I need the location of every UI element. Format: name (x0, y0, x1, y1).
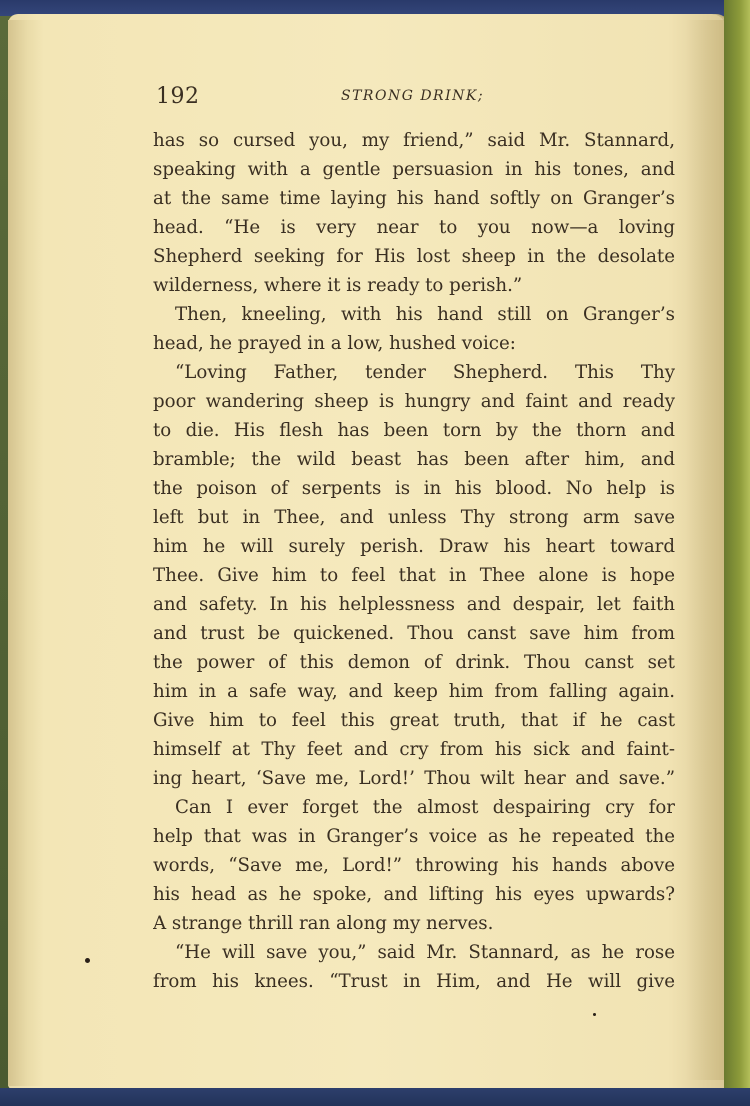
text-line: and trust be quickened. Thou canst save him from (153, 623, 675, 644)
text-line: him he will surely perish. Draw his heart toward (153, 536, 675, 557)
text-line: the power of this demon of drink. Thou canst set (153, 652, 675, 673)
text-line: wilderness, where it is ready to perish.” (153, 275, 523, 296)
text-line: help that was in Granger’s voice as he repeated the (153, 826, 675, 847)
ink-speck (85, 958, 90, 963)
page-body (153, 126, 675, 996)
text-line: Give him to feel this great truth, that if he cast (153, 710, 675, 731)
text-line: and safety. In his helplessness and despair, let faith (153, 594, 675, 615)
book-page (153, 82, 675, 996)
text-line: to die. His flesh has been torn by the thorn and (153, 420, 675, 441)
page-edge-shadow (686, 20, 726, 1080)
ink-speck (593, 1013, 596, 1016)
text-line: Thee. Give him to feel that in Thee alone is hope (153, 565, 675, 586)
text-line: left but in Thee, and unless Thy strong arm save (153, 507, 675, 528)
text-line: has so cursed you, my friend,” said Mr. Stannard, (153, 130, 675, 151)
text-line: speaking with a gentle persuasion in his tones, and (153, 159, 675, 180)
text-line: ing heart, ‘Save me, Lord!’ Thou wilt hear and save.” (153, 768, 675, 789)
text-line: poor wandering sheep is hungry and faint and ready (153, 391, 675, 412)
text-line: words, “Save me, Lord!” throwing his hands above (153, 855, 675, 876)
text-line: head, he prayed in a low, hushed voice: (153, 333, 516, 354)
text-line: at the same time laying his hand softly on Granger’s (153, 188, 675, 209)
page-header (153, 82, 675, 116)
page-number: 192 (156, 84, 200, 109)
text-line: A strange thrill ran along my nerves. (153, 913, 494, 934)
cover-edge-bottom (0, 1088, 750, 1106)
text-line: head. “He is very near to you now—a loving (153, 217, 675, 238)
text-line: Shepherd seeking for His lost sheep in the desolate (153, 246, 675, 267)
text-line: “Loving Father, tender Shepherd. This Thy (175, 362, 675, 383)
text-line: himself at Thy feet and cry from his sick and faint- (153, 739, 675, 760)
text-line: the poison of serpents is in his blood. No help is (153, 478, 675, 499)
text-line: from his knees. “Trust in Him, and He will give (153, 971, 675, 992)
text-line: Then, kneeling, with his hand still on Granger’s (175, 304, 675, 325)
text-line: Can I ever forget the almost despairing cry for (175, 797, 675, 818)
text-line: his head as he spoke, and lifting his eyes upwards? (153, 884, 675, 905)
text-line: “He will save you,” said Mr. Stannard, as he rose (175, 942, 675, 963)
text-line: bramble; the wild beast has been after him, and (153, 449, 675, 470)
text-line: him in a safe way, and keep him from falling again. (153, 681, 675, 702)
cover-edge-right (724, 0, 750, 1106)
running-head: STRONG DRINK; (341, 88, 485, 104)
page-gutter (8, 20, 44, 1086)
